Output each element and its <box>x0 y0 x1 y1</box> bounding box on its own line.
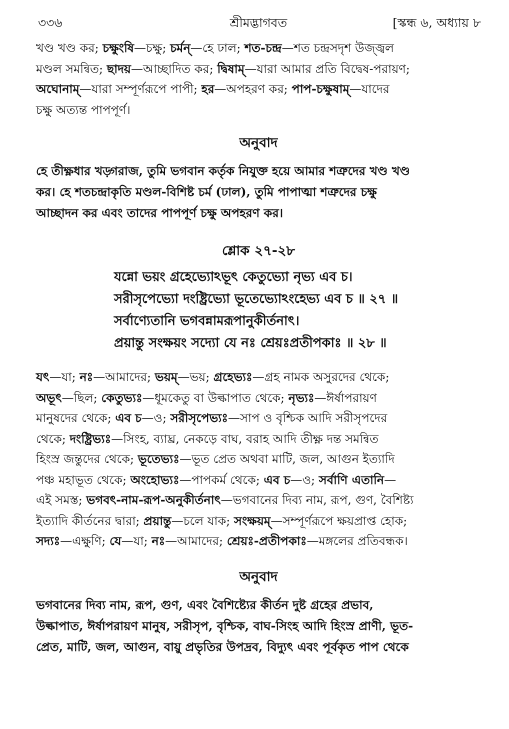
sanskrit-term: শ্রেয়ঃ-প্রতীপকাঃ <box>226 534 307 548</box>
meaning-text: হিংস্র জন্তুদের থেকে; <box>36 452 138 466</box>
sanskrit-term: সংক্ষয়ম্ <box>234 513 271 528</box>
meaning-text: মানুষদের থেকে; <box>36 411 116 425</box>
verse-line: সরীসৃপেভ্যো দংষ্ট্রিভ্যো ভূতেভ্যোঽংহেভ্য এব চ ॥ ২৭ ॥ <box>114 292 399 307</box>
sanskrit-term: অঘোনাম্ <box>36 82 80 96</box>
meaning-text: —সাপ ও বৃশ্চিক আদি সরীসৃপদের <box>228 411 388 425</box>
meaning-text: থেকে; <box>36 431 70 446</box>
meaning-text: — <box>384 472 397 487</box>
canto-chapter-label: [স্কন্ধ ৬, অধ্যায় ৮ <box>392 15 481 30</box>
word-for-word-synonyms <box>36 367 481 552</box>
synonym-line <box>36 388 481 409</box>
meaning-text: —সম্পূর্ণরূপে ক্ষয়প্রাপ্ত হোক; <box>270 513 408 528</box>
meaning-text: —পাপকর্ম থেকে; <box>179 472 264 487</box>
translation-line: কর। হে শতচন্দ্রাকৃতি মণ্ডল-বিশিষ্ট চর্ম (ঢাল), তুমি পাপাত্মা শত্রুদের চক্ষু <box>36 185 377 199</box>
sanskrit-term: নঃ <box>79 370 94 384</box>
sanskrit-term: এব চ <box>263 472 291 487</box>
sanskrit-term: অভূৎ <box>36 390 62 405</box>
translation-heading: অনুবাদ <box>239 135 278 151</box>
sanskrit-term: সরীসৃপেভ্যঃ <box>170 411 229 425</box>
previous-verse-synonyms <box>36 38 481 120</box>
sanskrit-term: কেতুভ্যঃ <box>101 390 143 405</box>
synonym-line <box>36 511 481 532</box>
meaning-text: খণ্ড খণ্ড কর; <box>36 41 103 55</box>
sanskrit-term: গ্রহেভ্যঃ <box>213 370 253 384</box>
meaning-text: —ছিল; <box>61 390 102 405</box>
sanskrit-term: সর্বাণি এতানি <box>318 472 385 487</box>
meaning-text: —ও; <box>290 472 319 487</box>
sanskrit-term: এব চ <box>115 411 142 425</box>
meaning-text: মণ্ডল সমন্বিত; <box>36 61 107 76</box>
verse-line: যন্নো ভয়ং গ্রহেভ্যোঽভূৎ কেতুভ্যো নৃভ্য এব চ। <box>114 270 353 285</box>
meaning-text: —অপহরণ কর; <box>214 82 292 96</box>
meaning-text: —যা; <box>49 370 80 384</box>
sanskrit-term: সদ্যঃ <box>36 534 61 548</box>
synonym-line <box>36 470 481 491</box>
meaning-text: —ঈর্ষাপরায়ণ <box>314 390 377 405</box>
sanskrit-term: যৎ <box>36 370 50 384</box>
verse-number: শ্লোক ২৭-২৮ <box>221 243 296 259</box>
sanskrit-term: নঃ <box>151 534 166 548</box>
sanskrit-term: ভগবৎ-নাম-রূপ-অনুকীর্তনাৎ <box>86 493 221 507</box>
meaning-text: —সিংহ, ব্যাঘ্র, নেকড়ে বাঘ, বরাহ আদি তীক্ষ্ণ দন্ত সমন্বিত <box>111 431 379 446</box>
sanskrit-term: ছাদয় <box>106 61 131 76</box>
meaning-text: —হে ঢাল; <box>190 41 245 55</box>
meaning-text: —যারা আমার প্রতি বিদ্বেষ-পরায়ণ; <box>244 61 410 76</box>
meaning-text: —গ্রহ নামক অসুরদের থেকে; <box>252 370 390 384</box>
meaning-text: —আমাদের; <box>93 370 155 384</box>
meaning-text: —শত চন্দ্রসদৃশ উজ্জ্বল <box>281 41 394 55</box>
sanskrit-term: যে <box>109 534 122 548</box>
sanskrit-term: শত-চন্দ্র <box>244 41 282 55</box>
sanskrit-term: ভয়ম্ <box>154 370 178 384</box>
sanskrit-term: চক্ষুংষি <box>102 41 135 55</box>
sanskrit-term: পাপ-চক্ষুষাম্ <box>291 82 350 96</box>
synonym-line <box>36 79 481 100</box>
meaning-text: —আমাদের; <box>165 534 227 548</box>
book-title: শ্রীমদ্ভাগবত <box>229 15 288 30</box>
translation-line: আচ্ছাদন কর এবং তাদের পাপপূর্ণ চক্ষু অপহরণ কর। <box>36 206 284 220</box>
synonym-line <box>36 367 481 388</box>
meaning-text: —মঙ্গলের প্রতিবন্ধক। <box>306 534 408 548</box>
sanskrit-term: নৃভ্যঃ <box>288 390 315 405</box>
meaning-text: —আচ্ছাদিত কর; <box>130 61 218 76</box>
meaning-text: চক্ষু অত্যন্ত পাপপূর্ণ। <box>36 102 131 117</box>
sanskrit-term: হর <box>201 82 215 96</box>
meaning-text: —চক্ষু; <box>134 41 171 55</box>
translation-line: ভগবানের দিব্য নাম, রূপ, গুণ, এবং বৈশিষ্ট্যের কীর্তন দুষ্ট গ্রহের প্রভাব, <box>36 597 374 612</box>
meaning-text: এই সমস্ত; <box>36 493 87 507</box>
meaning-text: —ভয়; <box>177 370 214 384</box>
meaning-text: —ভূত প্রেত অথবা মাটি, জল, আগুন ইত্যাদি <box>179 452 395 466</box>
synonym-line <box>36 100 481 121</box>
translation-heading-2: অনুবাদ <box>239 568 278 585</box>
translation-text <box>36 161 481 224</box>
page-number: ৩৩৬ <box>38 15 63 30</box>
verse-line: সর্বাণ্যেতানি ভগবন্নামরূপানুকীর্তনাৎ। <box>114 314 300 329</box>
meaning-text: —চলে যাক; <box>171 513 235 528</box>
meaning-text: —যা; <box>121 534 152 548</box>
sanskrit-term: দ্বিষাম্ <box>217 61 245 76</box>
synonym-line <box>36 449 481 470</box>
translation-line: হে তীক্ষ্ণধার খড়্গরাজ, তুমি ভগবান কর্তৃক নিযুক্ত হয়ে আমার শত্রুদের খণ্ড খণ্ড <box>36 164 410 178</box>
meaning-text: —ও; <box>141 411 171 425</box>
page-header <box>36 12 481 34</box>
synonym-line <box>36 490 481 511</box>
meaning-text: —ভগবানের দিব্য নাম, রূপ, গুণ, বৈশিষ্ট্য <box>220 493 414 507</box>
meaning-text: ইত্যাদি কীর্তনের দ্বারা; <box>36 513 144 528</box>
synonym-line <box>36 38 481 59</box>
sanskrit-term: দংষ্ট্রিভ্যঃ <box>69 431 112 446</box>
translation-line: প্রেত, মাটি, জল, আগুন, বায়ু প্রভৃতির উপদ্রব, বিদ্যুৎ এবং পূর্বকৃত পাপ থেকে <box>36 639 409 654</box>
meaning-text: —ধূমকেতু বা উল্কাপাত থেকে; <box>142 390 289 405</box>
meaning-text: —যাদের <box>349 82 390 96</box>
synonym-line <box>36 408 481 429</box>
sanskrit-term: চর্মন্ <box>170 41 191 55</box>
synonym-line <box>36 429 481 450</box>
verse-line: প্রয়ান্তু সংক্ষয়ং সদ্যো যে নঃ শ্রেয়ঃপ্রতীপকাঃ ॥ ২৮ ॥ <box>114 336 387 351</box>
meaning-text: —যারা সম্পূর্ণরূপে পাপী; <box>79 82 202 96</box>
translation-line: উল্কাপাত, ঈর্ষাপরায়ণ মানুষ, সরীসৃপ, বৃশ্চিক, বাঘ-সিংহ আদি হিংস্র প্রাণী, ভূত- <box>36 618 414 633</box>
sanskrit-term: প্রয়ান্তু <box>143 513 172 528</box>
sanskrit-term: ভূতেভ্যঃ <box>137 452 180 466</box>
meaning-text: পঞ্চ মহাভূত থেকে; <box>36 472 131 487</box>
verse-text <box>36 267 481 355</box>
synonym-line <box>36 59 481 80</box>
meaning-text: —এক্ষুণি; <box>60 534 110 548</box>
translation-text-2 <box>36 595 481 658</box>
synonym-line <box>36 531 481 552</box>
sanskrit-term: অংহোভ্যঃ <box>130 472 180 487</box>
